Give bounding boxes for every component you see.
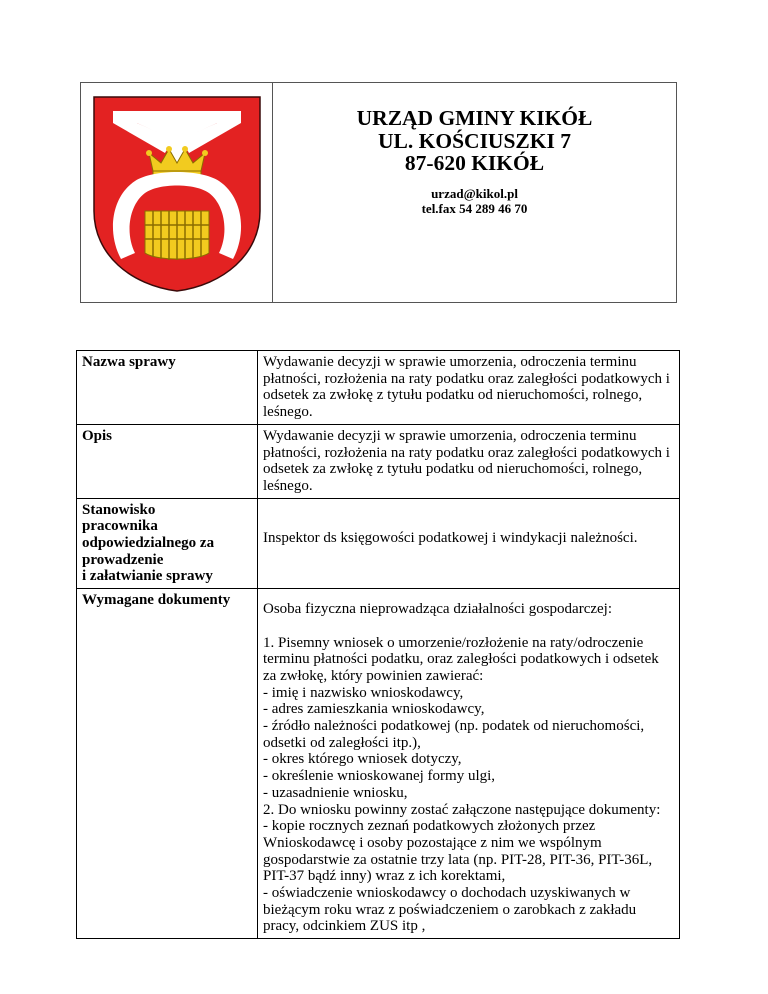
coat-of-arms-icon	[91, 93, 263, 293]
office-header	[80, 82, 677, 303]
table-row-case-name	[77, 351, 680, 425]
row-label: Opis	[77, 424, 258, 498]
list-item: 2. Do wniosku powinny zostać załączone następujące dokumenty:	[263, 801, 661, 818]
list-item: - okres którego wniosek dotyczy,	[263, 751, 462, 768]
documents-intro: Osoba fizyczna nieprowadząca działalności gospodarczej:	[263, 601, 612, 618]
office-name: URZĄD GMINY KIKÓŁ	[356, 106, 593, 130]
list-item: 1. Pisemny wniosek o umorzenie/rozłożenie na raty/odroczenie terminu płatności podatku, oraz zaległości podatkowych i odsetek za zwłokę, który powinien zawierać:	[263, 634, 659, 684]
office-address-block	[273, 83, 676, 216]
row-value: Wydawanie decyzji w sprawie umorzenia, odroczenia terminu płatności, rozłożenia na raty podatku oraz zaległości podatkowych i odsetek za zwłokę z tytułu podatku od nieruchomości, rolnego, leśnego.	[258, 351, 680, 425]
case-info-table	[76, 350, 680, 939]
row-label: Wymagane dokumenty	[77, 589, 258, 939]
row-value: Inspektor ds księgowości podatkowej i windykacji należności.	[258, 498, 680, 589]
list-item: - źródło należności podatkowej (np. podatek od nieruchomości, odsetki od zaległości itp.),	[263, 718, 645, 751]
office-email: urzad@kikol.pl	[431, 185, 518, 201]
row-label: Nazwa sprawy	[77, 351, 258, 425]
list-item: - oświadczenie wnioskodawcy o dochodach uzyskiwanych w bieżącym roku wraz z poświadczeniem o zarobkach z zakładu pracy, odcinkiem ZUS itp ,	[263, 885, 637, 935]
row-value	[258, 589, 680, 939]
list-item: - imię i nazwisko wnioskodawcy,	[263, 684, 464, 701]
table-row-required-documents	[77, 589, 680, 939]
list-item: - określenie wnioskowanej formy ulgi,	[263, 768, 496, 785]
row-value: Wydawanie decyzji w sprawie umorzenia, odroczenia terminu płatności, rozłożenia na raty podatku oraz zaległości podatkowych i odsetek za zwłokę z tytułu podatku od nieruchomości, rolnego, leśnego.	[258, 424, 680, 498]
office-phone: tel.fax 54 289 46 70	[421, 200, 528, 216]
office-street: UL. KOŚCIUSZKI 7	[378, 128, 571, 153]
list-item: - kopie rocznych zeznań podatkowych złożonych przez Wnioskodawcę i osoby pozostające z nim we wspólnym gospodarstwie za ostatnie trzy lata (np. PIT-28, PIT-36, PIT-36L, PIT-37 bądź inny) wraz z ich korektami,	[263, 818, 653, 885]
list-item: - uzasadnienie wniosku,	[263, 784, 408, 801]
list-item: - adres zamieszkania wnioskodawcy,	[263, 701, 485, 718]
row-label: Stanowisko pracownika odpowiedzialnego za prowadzenie i załatwianie sprawy	[77, 498, 258, 589]
table-row-description	[77, 424, 680, 498]
office-postal-city: 87-620 KIKÓŁ	[404, 151, 545, 175]
table-row-responsible-position	[77, 498, 680, 589]
